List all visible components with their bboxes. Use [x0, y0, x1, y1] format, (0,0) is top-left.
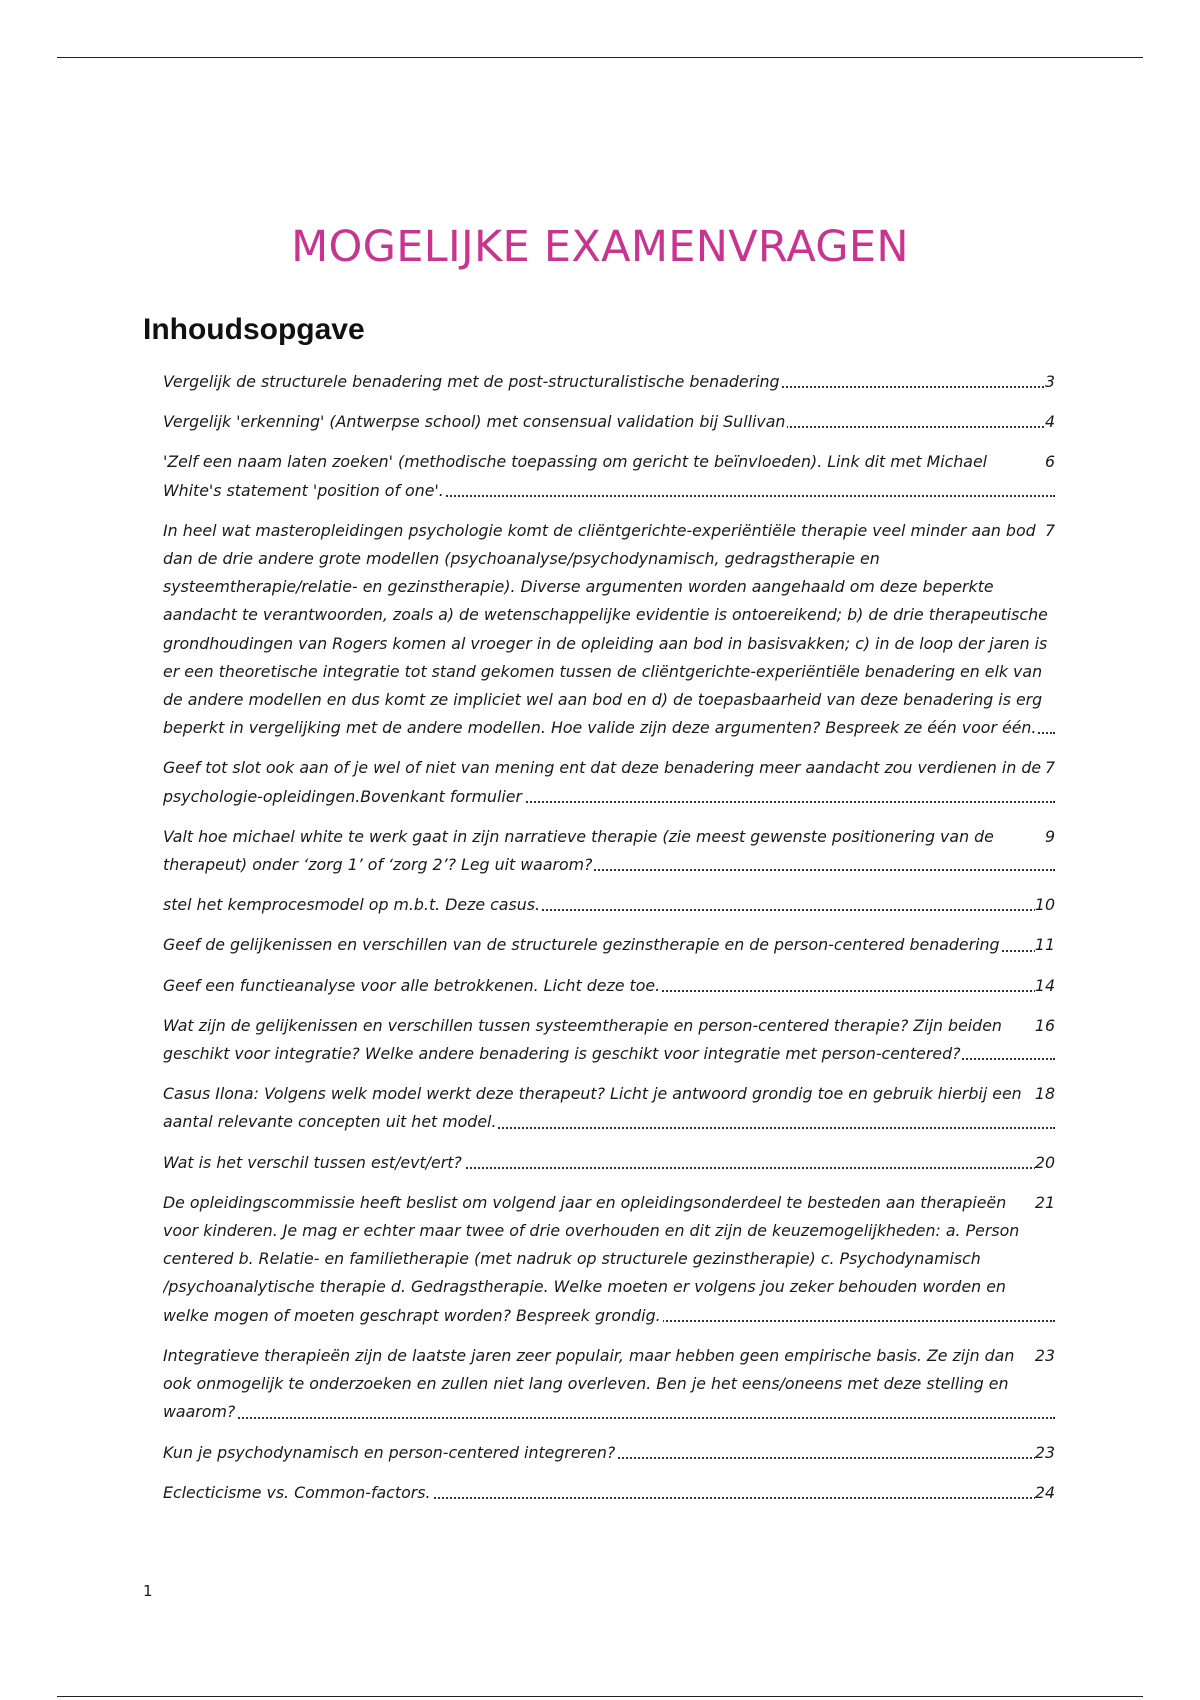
toc-entry-text: Valt hoe michael white te werk gaat in zijn narratieve therapie (zie meest gewenste positionering van de therapeut) onder ‘zorg 1’ of ‘zorg 2’? Leg uit waarom? — [163, 826, 994, 875]
toc-entry[interactable] — [163, 368, 1055, 396]
toc-entry-page: 11 — [1035, 931, 1055, 959]
toc-entry-page: 7 — [1045, 517, 1055, 545]
toc-entry-page: 24 — [1035, 1479, 1055, 1507]
toc-entry-text: Wat is het verschil tussen est/evt/ert? — [163, 1152, 462, 1172]
footer-rule — [57, 1696, 1143, 1697]
toc-entry[interactable] — [163, 931, 1055, 959]
toc-entry[interactable] — [163, 1012, 1055, 1068]
toc-entry-page: 23 — [1035, 1439, 1055, 1467]
page-number: 1 — [143, 1582, 153, 1600]
toc-entry[interactable] — [163, 1080, 1055, 1136]
toc-entry-text: Eclecticisme vs. Common-factors. — [163, 1482, 431, 1502]
toc-entry-page: 10 — [1035, 891, 1055, 919]
toc-entry-text: stel het kemprocesmodel op m.b.t. Deze casus. — [163, 895, 540, 915]
toc-entry-page: 20 — [1035, 1149, 1055, 1177]
toc-entry-text: 'Zelf een naam laten zoeken' (methodische toepassing om gericht te beïnvloeden). Link dit met Michael White's statement 'position of one'. — [163, 452, 988, 500]
toc-entry-page: 4 — [1045, 408, 1055, 436]
toc-entry-page: 14 — [1035, 972, 1055, 1000]
toc-heading: Inhoudsopgave — [143, 313, 365, 346]
toc-entry[interactable] — [163, 891, 1055, 919]
toc-entry-text: Wat zijn de gelijkenissen en verschillen tussen systeemtherapie en person-centered therapie? Zijn beiden geschikt voor integratie? Welke andere benadering is geschikt voor integratie met person-centered? — [163, 1015, 1002, 1064]
toc-entry-page: 21 — [1035, 1189, 1055, 1217]
toc-entry-page: 6 — [1045, 448, 1055, 476]
toc-entry-text: Geef tot slot ook aan of je wel of niet van mening ent dat deze benadering meer aandacht zou verdienen in de psychologie-opleidingen.Bovenkant formulier — [163, 758, 1042, 806]
toc-entry[interactable] — [163, 408, 1055, 436]
toc-entry-text: Kun je psychodynamisch en person-centered integreren? — [163, 1442, 616, 1462]
toc-entry[interactable] — [163, 1342, 1055, 1427]
toc-entry[interactable] — [163, 1189, 1055, 1330]
toc-entry-page: 7 — [1045, 754, 1055, 782]
toc-entry-text: De opleidingscommissie heeft beslist om volgend jaar en opleidingsonderdeel te besteden aan therapieën voor kinderen. Je mag er echter maar twee of drie overhouden en dit zijn de keuzemogelijkheden: a. Person centered b. Relatie- en familietherapie (met nadruk op structurele gezinstherapie) c. Psychodynamisch /psychoanalytische therapie d. Gedragstherapie. Welke moeten er volgens jou zeker behouden worden en welke mogen of moeten geschrapt worden? Bespreek grondig. — [163, 1192, 1020, 1325]
toc-entry[interactable] — [163, 1439, 1055, 1467]
toc-entry-text: Casus Ilona: Volgens welk model werkt deze therapeut? Licht je antwoord grondig toe en gebruik hierbij een aantal relevante concepten uit het model. — [163, 1084, 1022, 1132]
toc-entry-page: 9 — [1045, 823, 1055, 851]
toc-entry[interactable] — [163, 823, 1055, 879]
toc-entry-page: 16 — [1035, 1012, 1055, 1040]
toc-entry-text: Vergelijk 'erkenning' (Antwerpse school) met consensual validation bij Sullivan — [163, 412, 786, 432]
document-title: MOGELIJKE EXAMENVRAGEN — [291, 222, 909, 272]
toc-entry[interactable] — [163, 754, 1055, 810]
toc-entry[interactable] — [163, 517, 1055, 743]
toc-entry-text: In heel wat masteropleidingen psychologie komt de cliëntgerichte-experiëntiële therapie veel minder aan bod dan de drie andere grote modellen (psychoanalyse/psychodynamisch, gedragstherapie en systeemtherapie/relatie- en gezinstherapie). Diverse argumenten worden aangehaald om deze beperkte aandacht te verantwoorden, zoals a) de wetenschappelijke evidentie is ontoereikend; b) de drie therapeutische grondhoudingen van Rogers komen al vroeger in de opleiding aan bod in basisvakken; c) in de loop der jaren is er een theoretische integratie tot stand gekomen tussen de cliëntgerichte-experiëntiële benadering en elk van de andere modellen en dus komt ze impliciet wel aan bod en d) de toepasbaarheid van deze benadering is erg beperkt in vergelijking met de andere modellen. Hoe valide zijn deze argumenten? Bespreek ze één voor één. — [163, 520, 1048, 738]
toc-entry-page: 3 — [1045, 368, 1055, 396]
toc-entry-text: Geef een functieanalyse voor alle betrokkenen. Licht deze toe. — [163, 975, 661, 995]
toc-entry-text: Vergelijk de structurele benadering met de post-structuralistische benadering — [163, 372, 780, 391]
toc-entry[interactable] — [163, 1149, 1055, 1177]
toc-entry-page: 23 — [1035, 1342, 1055, 1370]
table-of-contents — [163, 368, 1055, 1519]
toc-entry-text: Geef de gelijkenissen en verschillen van de structurele gezinstherapie en de person-centered benadering — [163, 935, 1000, 955]
toc-entry-page: 18 — [1035, 1080, 1055, 1108]
toc-entry-text: Integratieve therapieën zijn de laatste jaren zeer populair, maar hebben geen empirische basis. Ze zijn dan ook onmogelijk te onderzoeken en zullen niet lang overleven. Ben je het eens/oneens met deze stelling en waarom? — [163, 1345, 1015, 1422]
toc-entry[interactable] — [163, 1479, 1055, 1507]
header-rule — [57, 57, 1143, 58]
toc-entry[interactable] — [163, 972, 1055, 1000]
toc-entry[interactable] — [163, 448, 1055, 504]
